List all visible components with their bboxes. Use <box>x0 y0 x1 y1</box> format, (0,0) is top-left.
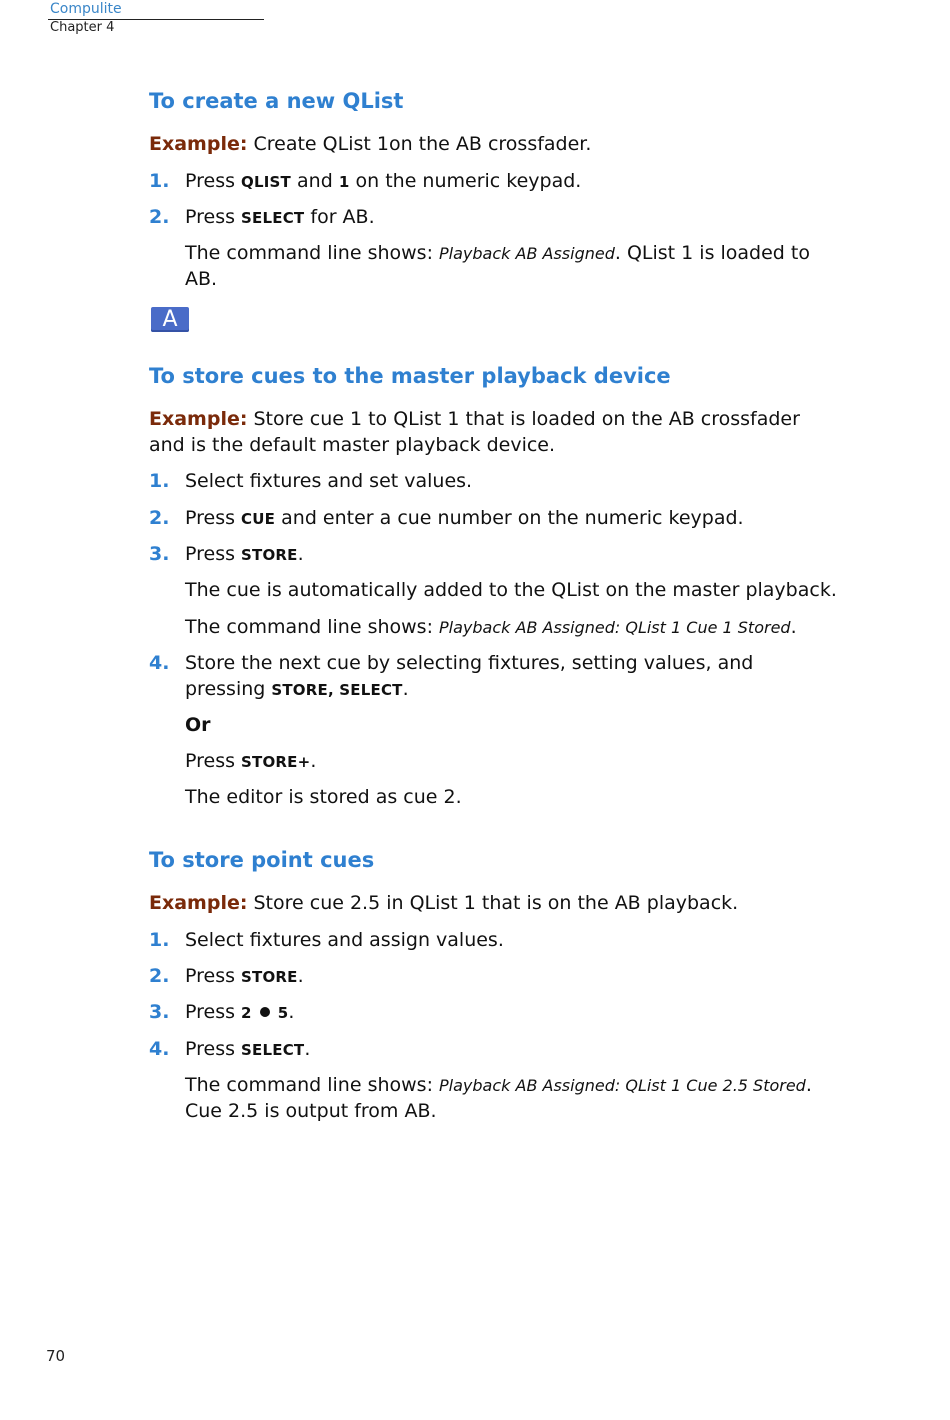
step-text-part: . <box>310 750 317 772</box>
step-text-part: and enter a cue number on the numeric keypad. <box>275 507 744 529</box>
page-number: 70 <box>46 1347 66 1365</box>
step-text <box>185 168 581 195</box>
command-line-result <box>185 614 797 641</box>
result-text: The command line shows: <box>185 242 440 264</box>
step-text-part: pressing <box>185 678 272 700</box>
header-chapter: Chapter 4 <box>50 20 115 35</box>
step-number: 2. <box>149 507 170 529</box>
step-text-part: Press <box>185 1038 242 1060</box>
key-store: STORE <box>241 968 298 986</box>
example-text: Store cue 1 to QList 1 that is loaded on the AB crossfader <box>247 408 800 430</box>
step-text <box>185 541 304 568</box>
step-text: Select fixtures and assign values. <box>185 929 504 951</box>
step-text-part: . <box>297 965 304 987</box>
step-text: Store the next cue by selecting fixtures, setting values, and <box>185 652 754 674</box>
section-heading-create-qlist: To create a new QList <box>149 89 404 113</box>
step-text: Select fixtures and set values. <box>185 470 473 492</box>
step-text-part: Press <box>185 1001 242 1023</box>
section-heading-store-cues: To store cues to the master playback device <box>149 364 671 388</box>
step-number: 2. <box>149 965 170 987</box>
step-text-part: and <box>290 170 339 192</box>
example-paragraph <box>149 890 738 916</box>
step-number: 3. <box>149 543 170 565</box>
example-paragraph <box>149 406 800 432</box>
example-text-continuation: and is the default master playback device. <box>149 434 556 456</box>
example-paragraph <box>149 131 591 157</box>
step-text-part: on the numeric keypad. <box>349 170 582 192</box>
step-text-part: Press <box>185 170 242 192</box>
step-text-part: . <box>297 543 304 565</box>
key-store: STORE <box>271 681 328 699</box>
result-text: . <box>790 616 797 638</box>
command-line-text: Playback AB Assigned: QList 1 Cue 2.5 Stored <box>439 1076 806 1095</box>
step-number: 1. <box>149 929 170 951</box>
step-text-part: . <box>402 678 409 700</box>
step-text <box>185 963 304 990</box>
key-2: 2 <box>241 1004 252 1022</box>
result-text: The command line shows: <box>185 1074 440 1096</box>
playback-a-badge-icon: A <box>151 307 189 332</box>
step-number: 3. <box>149 1001 170 1023</box>
key-store-plus: STORE+ <box>241 753 311 771</box>
command-line-result <box>185 240 810 267</box>
step-text-part: , <box>327 681 340 699</box>
section-heading-point-cues: To store point cues <box>149 848 375 872</box>
step-text-part: Press <box>185 507 242 529</box>
step-text <box>185 505 744 532</box>
example-text: Store cue 2.5 in QList 1 that is on the AB playback. <box>247 892 739 914</box>
header-title: Compulite <box>50 1 122 17</box>
key-store: STORE <box>241 546 298 564</box>
command-line-text: Playback AB Assigned: QList 1 Cue 1 Stored <box>439 618 791 637</box>
example-text: Create QList 1on the AB crossfader. <box>247 133 592 155</box>
step-text-part: Press <box>185 965 242 987</box>
or-separator: Or <box>185 714 211 736</box>
key-select: SELECT <box>339 681 403 699</box>
step-text-part: . <box>304 1038 311 1060</box>
key-qlist: QLIST <box>241 173 291 191</box>
step-text-part: Press <box>185 750 242 772</box>
example-label: Example: <box>149 892 248 914</box>
note-text: The editor is stored as cue 2. <box>185 786 462 808</box>
step-number: 4. <box>149 1038 170 1060</box>
command-line-result <box>185 1072 812 1099</box>
step-text <box>185 999 294 1026</box>
step-text-part: Press <box>185 206 242 228</box>
result-continuation: AB. <box>185 268 218 290</box>
step-text <box>185 204 375 231</box>
key-1: 1 <box>338 173 350 191</box>
alt-step-text <box>185 748 316 775</box>
step-number: 4. <box>149 652 170 674</box>
result-continuation: Cue 2.5 is output from AB. <box>185 1100 437 1122</box>
step-text <box>185 1036 310 1063</box>
result-text: The command line shows: <box>185 616 440 638</box>
key-select: SELECT <box>241 1041 305 1059</box>
point-key-icon <box>260 1007 270 1017</box>
example-label: Example: <box>149 408 248 430</box>
example-label: Example: <box>149 133 248 155</box>
key-cue: CUE <box>241 510 276 528</box>
command-line-text: Playback AB Assigned <box>439 244 615 263</box>
step-text-part: . <box>288 1001 295 1023</box>
key-5: 5 <box>277 1004 289 1022</box>
step-number: 1. <box>149 170 170 192</box>
note-text: The cue is automatically added to the QList on the master playback. <box>185 579 837 601</box>
step-number: 1. <box>149 470 170 492</box>
result-text: . <box>805 1074 812 1096</box>
step-text-part: for AB. <box>304 206 375 228</box>
step-text-part: Press <box>185 543 242 565</box>
result-text: . QList 1 is loaded to <box>614 242 810 264</box>
step-number: 2. <box>149 206 170 228</box>
running-header <box>48 0 264 20</box>
key-select: SELECT <box>241 209 305 227</box>
step-text-continuation <box>185 676 409 703</box>
